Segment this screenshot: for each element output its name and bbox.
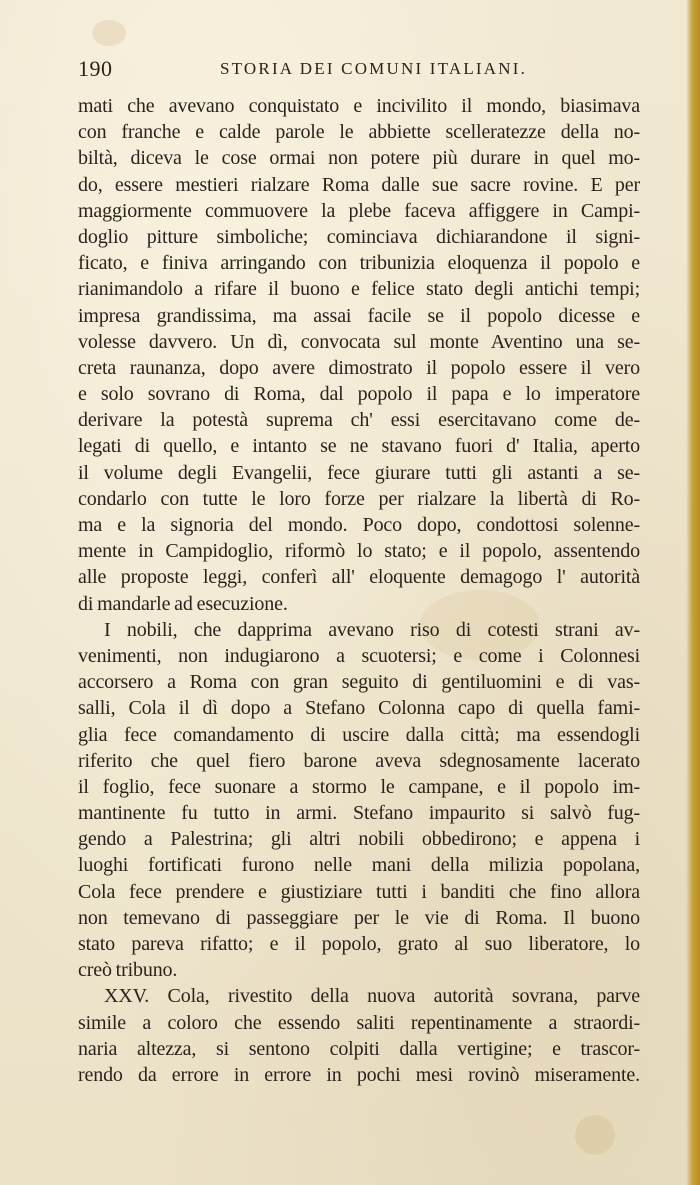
running-title: STORIA DEI COMUNI ITALIANI. [220, 59, 528, 78]
paragraph-start-line: I nobili, che dapprima avevano riso di cotesti strani av- [104, 618, 640, 641]
text-line: condarlo con tutte le loro forze per rialzare la libertà di Ro- [78, 487, 640, 510]
text-line: doglio pitture simboliche; cominciava dichiarandone il signi- [78, 225, 640, 248]
text-line: il volume degli Evangelii, fece giurare tutti gli astanti a se- [78, 461, 640, 484]
text-line: venimenti, non indugiarono a scuotersi; e come i Colonnesi [78, 644, 640, 667]
text-line: ficato, e finiva arringando con tribunizia eloquenza il popolo e [78, 252, 640, 275]
paragraph-start-line: XXV. Cola, rivestito della nuova autorità sovrana, parve [104, 985, 640, 1008]
text-line: naria altezza, si sentono colpiti dalla vertigine; e trascor- [78, 1037, 640, 1060]
text-line: stato pareva rifatto; e il popolo, grato al suo liberatore, lo [78, 933, 640, 955]
page-header [78, 56, 640, 86]
text-line: riferito che quel fiero barone aveva sdegnosamente lacerato [78, 749, 640, 772]
text-line: ma e la signoria del mondo. Poco dopo, condottosi solenne- [78, 514, 640, 536]
paper-stain [575, 1115, 615, 1155]
text-line: mati che avevano conquistato e incivilito il mondo, biasimava [78, 95, 640, 117]
text-line: con franche e calde parole le abbiette scelleratezze della no- [78, 121, 640, 144]
text-line: salli, Cola il dì dopo a Stefano Colonna capo di quella fami- [78, 697, 640, 720]
text-line: simile a coloro che essendo saliti repentinamente a straordi- [78, 1011, 640, 1034]
text-line: e solo sovrano di Roma, dal popolo il papa e lo imperatore [78, 383, 640, 406]
text-line: creta raunanza, dopo avere dimostrato il popolo essere il vero [78, 356, 640, 379]
text-line: legati di quello, e intanto se ne stavano fuori d' Italia, aperto [78, 435, 640, 458]
text-line: accorsero a Roma con gran seguito di gentiluomini e di vas- [78, 671, 640, 694]
body-text [78, 93, 640, 1088]
text-line: mantinente fu tutto in armi. Stefano impaurito si salvò fug- [78, 802, 640, 825]
text-line: mente in Campidoglio, riformò lo stato; e il popolo, assentendo [78, 540, 640, 563]
text-line: volesse davvero. Un dì, convocata sul monte Aventino una se- [78, 330, 640, 353]
text-line: luoghi fortificati furono nelle mani della milizia popolana, [78, 854, 640, 877]
text-line: glia fece comandamento di uscire dalla città; ma essendogli [78, 723, 640, 746]
text-line: rianimandolo a rifare il buono e felice stato degli antichi tempi; [78, 278, 640, 301]
text-line: alle proposte leggi, conferì all' eloquente demagogo l' autorità [78, 566, 640, 589]
text-line: Cola fece prendere e giustiziare tutti i banditi che fino allora [78, 880, 640, 903]
text-line: il foglio, fece suonare a stormo le campane, e il popolo im- [78, 775, 640, 798]
text-line: biltà, diceva le cose ormai non potere più durare in quel mo- [78, 147, 640, 170]
text-line: non temevano di passeggiare per le vie di Roma. Il buono [78, 906, 640, 929]
text-line: creò tribuno. [78, 959, 178, 982]
page-number: 190 [78, 56, 113, 81]
text-line: di mandarle ad esecuzione. [78, 592, 288, 615]
text-line: gendo a Palestrina; gli altri nobili obbedirono; e appena i [78, 828, 640, 851]
text-line: impresa grandissima, ma assai facile se il popolo dicesse e [78, 304, 640, 327]
text-line: rendo da errore in errore in pochi mesi rovinò miseramente. [78, 1063, 640, 1086]
text-line: maggiormente commuovere la plebe faceva affiggere in Campi- [78, 199, 640, 222]
page-edge [686, 0, 700, 1185]
paper-stain [92, 20, 126, 46]
text-line: derivare la potestà suprema ch' essi esercitavano come de- [78, 409, 640, 432]
text-line: do, essere mestieri rialzare Roma dalle sue sacre rovine. E per [78, 173, 640, 196]
